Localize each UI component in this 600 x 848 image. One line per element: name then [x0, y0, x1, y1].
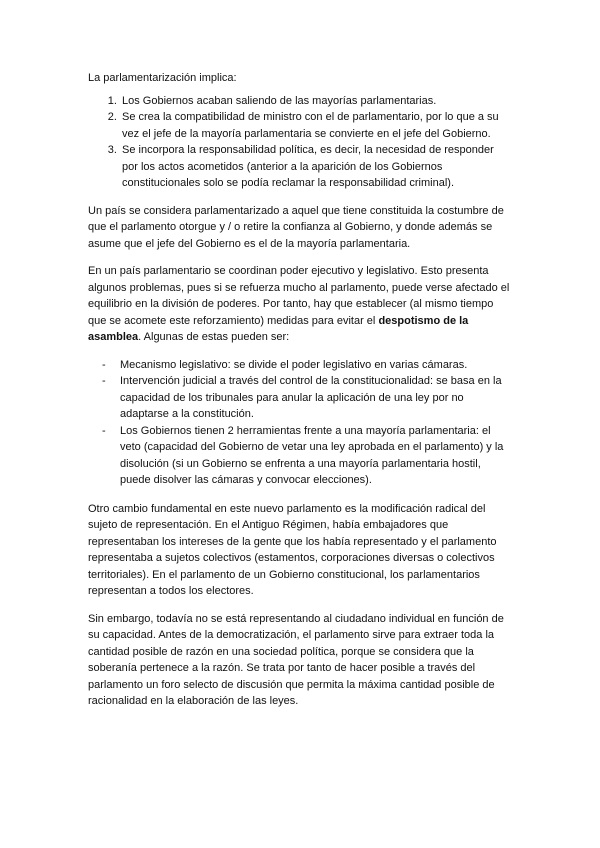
- list-item: 1. Los Gobiernos acaban saliendo de las mayorías parlamentarias.: [120, 93, 512, 110]
- paragraph-representacion: Otro cambio fundamental en este nuevo parlamento es la modificación radical del sujeto de representación. En el Antiguo Régimen, había embajadores que representaban los intereses de la gente que los había representado y el parlamento representaba a sujetos colectivos (estamentos, corporaciones diversas o colectivos territoriales). En el parlamento de un Gobierno constitucional, los parlamentarios representan a todos los electores.: [88, 502, 497, 597]
- list-item: 2. Se crea la compatibilidad de ministro con el de parlamentario, por lo que a su vez el jefe de la mayoría parlamentaria se convierte en el jefe del Gobierno.: [120, 109, 512, 142]
- paragraph-razon: Sin embargo, todavía no se está representando al ciudadano individual en función de su capacidad. Antes de la democratización, el parlamento sirve para extraer toda la cantidad posible de razón en una sociedad política, porque se considera que la soberanía pertenece a la razón. Se trata por tanto de hacer posible a través del parlamento un foro selecto de discusión que permita la máxima cantidad posible de racionalidad en la elaboración de las leyes.: [88, 612, 504, 707]
- list-item: 3. Se incorpora la responsabilidad política, es decir, la necesidad de responder por los actos acometidos (anterior a la aparición de los Gobiernos constitucionales solo se podía reclamar la responsabilidad criminal).: [120, 142, 512, 192]
- paragraph-coordinacion: [88, 263, 512, 346]
- implications-list: [88, 93, 512, 192]
- intro-line: La parlamentarización implica:: [88, 72, 237, 84]
- bold-term: despotismo de la asamblea: [88, 314, 469, 343]
- list-item: - Intervención judicial a través del control de la constitucionalidad: se basa en la capacidad de los tribunales para anular la aplicación de una ley por no adaptarse a la constitución.: [120, 373, 512, 423]
- paragraph-text: . Algunas de estas pueden ser:: [138, 331, 290, 343]
- list-item: - Los Gobiernos tienen 2 herramientas frente a una mayoría parlamentaria: el veto (capacidad del Gobierno de vetar una ley aprobada en el parlamento) y la disolución (si un Gobierno se enfrenta a una mayoría parlamentaria hostil, puede disolver las cámaras y convocar elecciones).: [120, 423, 512, 489]
- paragraph-text: En un país parlamentario se coordinan poder ejecutivo y legislativo. Esto presenta algunos problemas, pues si se refuerza mucho al parlamento, puede verse afectado el equilibrio en la división de poderes. Por tanto, hay que establecer (al mismo tiempo que se acomete este reforzamiento) medidas para evitar el: [88, 265, 510, 327]
- paragraph-parlamentarizado: Un país se considera parlamentarizado a aquel que tiene constituida la costumbre de que el parlamento otorgue y / o retire la confianza al Gobierno, y donde además se asume que el jefe del Gobierno es el de la mayoría parlamentaria.: [88, 204, 504, 250]
- list-item: - Mecanismo legislativo: se divide el poder legislativo en varias cámaras.: [120, 357, 512, 374]
- measures-list: [88, 357, 512, 489]
